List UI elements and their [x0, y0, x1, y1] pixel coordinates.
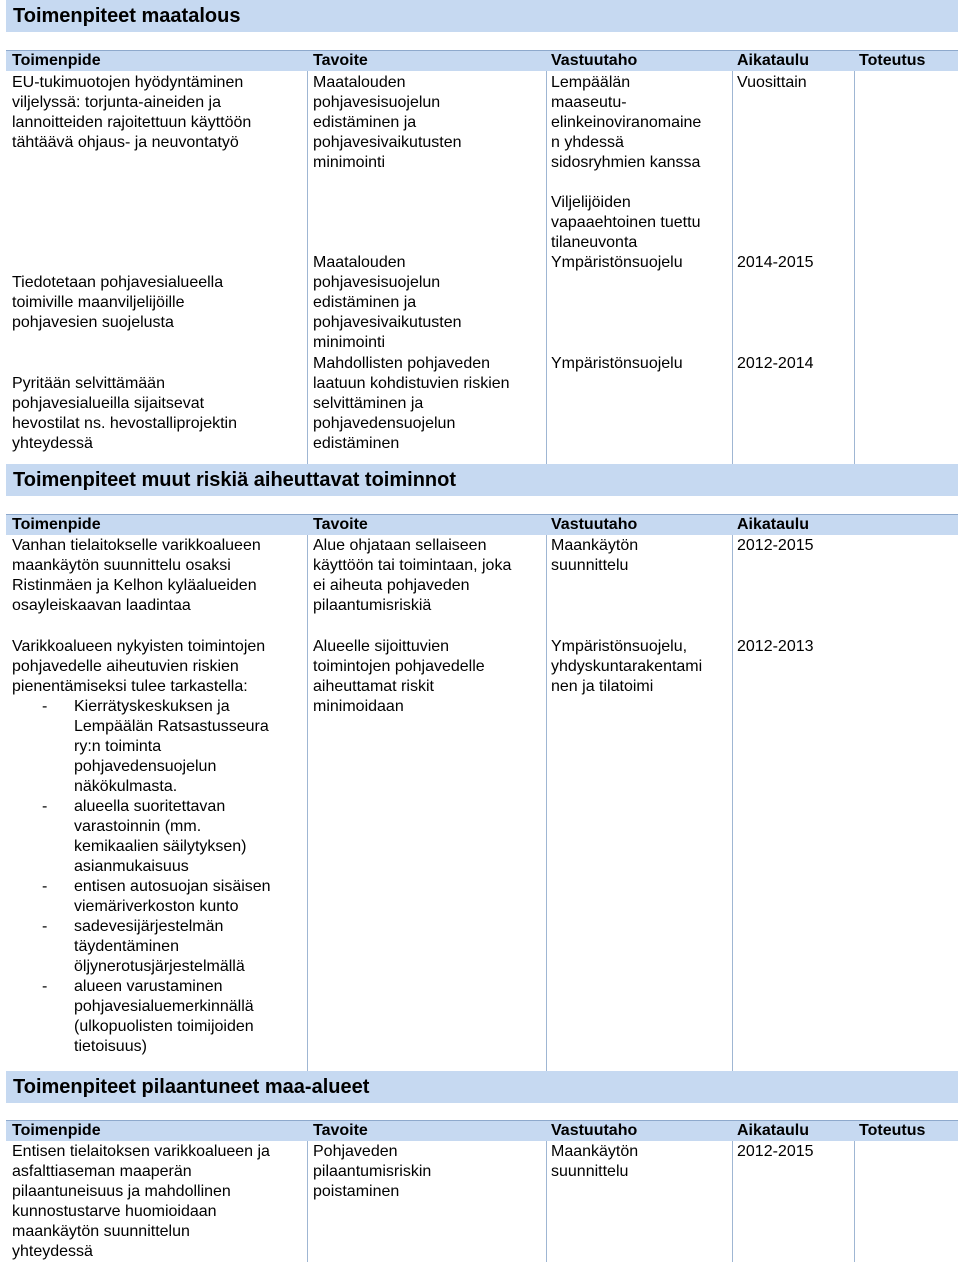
- cell-aikataulu: 2012-2014: [737, 355, 814, 372]
- col-toimenpide: Toimenpide: [12, 1122, 101, 1139]
- cell-aikataulu: 2012-2015: [737, 1143, 814, 1160]
- cell-toimenpide: Tiedotetaan pohjavesialueella toimiville maanviljelijöille pohjavesien suojelusta: [12, 274, 224, 331]
- cell-toimenpide: EU-tukimuotojen hyödyntäminen viljelyssä: torjunta-aineiden ja lannoitteiden rajoitettuun käyttöön tähtäävä ohjaus- ja neuvontatyö: [12, 74, 252, 151]
- col-aikataulu: Aikataulu: [737, 516, 810, 533]
- cell-toimenpide: Varikkoalueen nykyisten toimintojen pohjavedelle aiheutuvien riskien pienentämiseksi tulee tarkastella: - Kierrätyskeskuksen ja Lempäälän Ratsastusseura ry:n toiminta pohjavedensuojelun näkökulmasta. - alueella suoritettavan varastoinnin (mm. kemikaalien säilytyksen) asianmukaisuus - entisen autosuojan sisäisen viemäriverkoston kunto - sadevesijärjestelmän täydentäminen öljynerotusjärjestelmällä - alueen varustaminen pohjavesialuemerkinnällä (ulkopuolisten toimijoiden tietoisuus): [12, 637, 302, 1057]
- col-toimenpide: Toimenpide: [12, 52, 101, 69]
- cell-vastuutaho: Maankäytön suunnittelu: [551, 537, 639, 574]
- list-item: - sadevesijärjestelmän täydentäminen öljynerotusjärjestelmällä: [12, 917, 302, 977]
- cell-tavoite: Maatalouden pohjavesisuojelun edistäminen ja pohjavesivaikutusten minimointi: [313, 74, 462, 171]
- table-row: [6, 536, 958, 636]
- col-tavoite: Tavoite: [313, 516, 368, 533]
- section-title-pilaantuneet: Toimenpiteet pilaantuneet maa-alueet: [6, 1071, 958, 1103]
- column-header-row: [6, 50, 958, 71]
- cell-tavoite: Mahdollisten pohjaveden laatuun kohdistuvien riskien selvittäminen ja pohjavedensuojelun edistäminen: [313, 355, 510, 452]
- col-toteutus: Toteutus: [859, 1122, 926, 1139]
- column-header-row: [6, 514, 958, 535]
- cell-aikataulu: Vuosittain: [737, 74, 807, 91]
- col-tavoite: Tavoite: [313, 1122, 368, 1139]
- cell-toimenpide: Vanhan tielaitokselle varikkoalueen maankäytön suunnittelu osaksi Ristinmäen ja Kelhon kyläalueiden osayleiskaavan laadintaa: [12, 537, 261, 614]
- cell-tavoite: Maatalouden pohjavesisuojelun edistäminen ja pohjavesivaikutusten minimointi: [313, 254, 462, 351]
- cell-aikataulu: 2012-2013: [737, 638, 814, 655]
- col-vastuutaho: Vastuutaho: [551, 516, 638, 533]
- list-item: - alueella suoritettavan varastoinnin (mm. kemikaalien säilytyksen) asianmukaisuus: [12, 797, 302, 877]
- column-header-row: [6, 1120, 958, 1141]
- table-row: [6, 73, 958, 253]
- table-row: [6, 1142, 958, 1262]
- col-toimenpide: Toimenpide: [12, 516, 101, 533]
- col-vastuutaho: Vastuutaho: [551, 1122, 638, 1139]
- section-title-maatalous: Toimenpiteet maatalous: [6, 0, 958, 32]
- col-aikataulu: Aikataulu: [737, 1122, 810, 1139]
- cell-toimenpide: Entisen tielaitoksen varikkoalueen ja asfalttiaseman maaperän pilaantuneisuus ja mahdollinen kunnostustarve huomioidaan maankäytön suunnittelun yhteydessä: [12, 1143, 270, 1260]
- bullet-list: [12, 697, 302, 1057]
- section-title-muut-riskit: Toimenpiteet muut riskiä aiheuttavat toiminnot: [6, 464, 958, 496]
- list-item: - Kierrätyskeskuksen ja Lempäälän Ratsastusseura ry:n toiminta pohjavedensuojelun näkökulmasta.: [12, 697, 302, 797]
- list-item: - entisen autosuojan sisäisen viemäriverkoston kunto: [12, 877, 302, 917]
- cell-vastuutaho: Ympäristönsuojelu: [551, 355, 683, 372]
- table-row: [6, 253, 958, 353]
- col-toteutus: Toteutus: [859, 52, 926, 69]
- list-item: - alueen varustaminen pohjavesialuemerkinnällä (ulkopuolisten toimijoiden tietoisuus): [12, 977, 302, 1057]
- cell-tavoite: Alue ohjataan sellaiseen käyttöön tai toimintaan, joka ei aiheuta pohjaveden pilaantumisriskiä: [313, 537, 512, 614]
- col-tavoite: Tavoite: [313, 52, 368, 69]
- col-vastuutaho: Vastuutaho: [551, 52, 638, 69]
- cell-vastuutaho: Ympäristönsuojelu: [551, 254, 683, 271]
- cell-aikataulu: 2012-2015: [737, 537, 814, 554]
- col-aikataulu: Aikataulu: [737, 52, 810, 69]
- cell-toimenpide: Pyritään selvittämään pohjavesialueilla sijaitsevat hevostilat ns. hevostalliprojektin yhteydessä: [12, 375, 238, 452]
- cell-tavoite: Pohjaveden pilaantumisriskin poistaminen: [313, 1143, 432, 1200]
- cell-vastuutaho: Lempäälän maaseutu- elinkeinoviranomaine n yhdessä sidosryhmien kanssa Viljelijöiden vapaaehtoinen tuettu tilaneuvonta: [551, 74, 702, 251]
- cell-vastuutaho: Ympäristönsuojelu, yhdyskuntarakentami nen ja tilatoimi: [551, 638, 703, 695]
- table-row: [6, 354, 958, 454]
- table-row: [6, 637, 958, 1067]
- cell-tavoite: Alueelle sijoittuvien toimintojen pohjavedelle aiheuttamat riskit minimoidaan: [313, 638, 485, 715]
- cell-vastuutaho: Maankäytön suunnittelu: [551, 1143, 639, 1180]
- cell-aikataulu: 2014-2015: [737, 254, 814, 271]
